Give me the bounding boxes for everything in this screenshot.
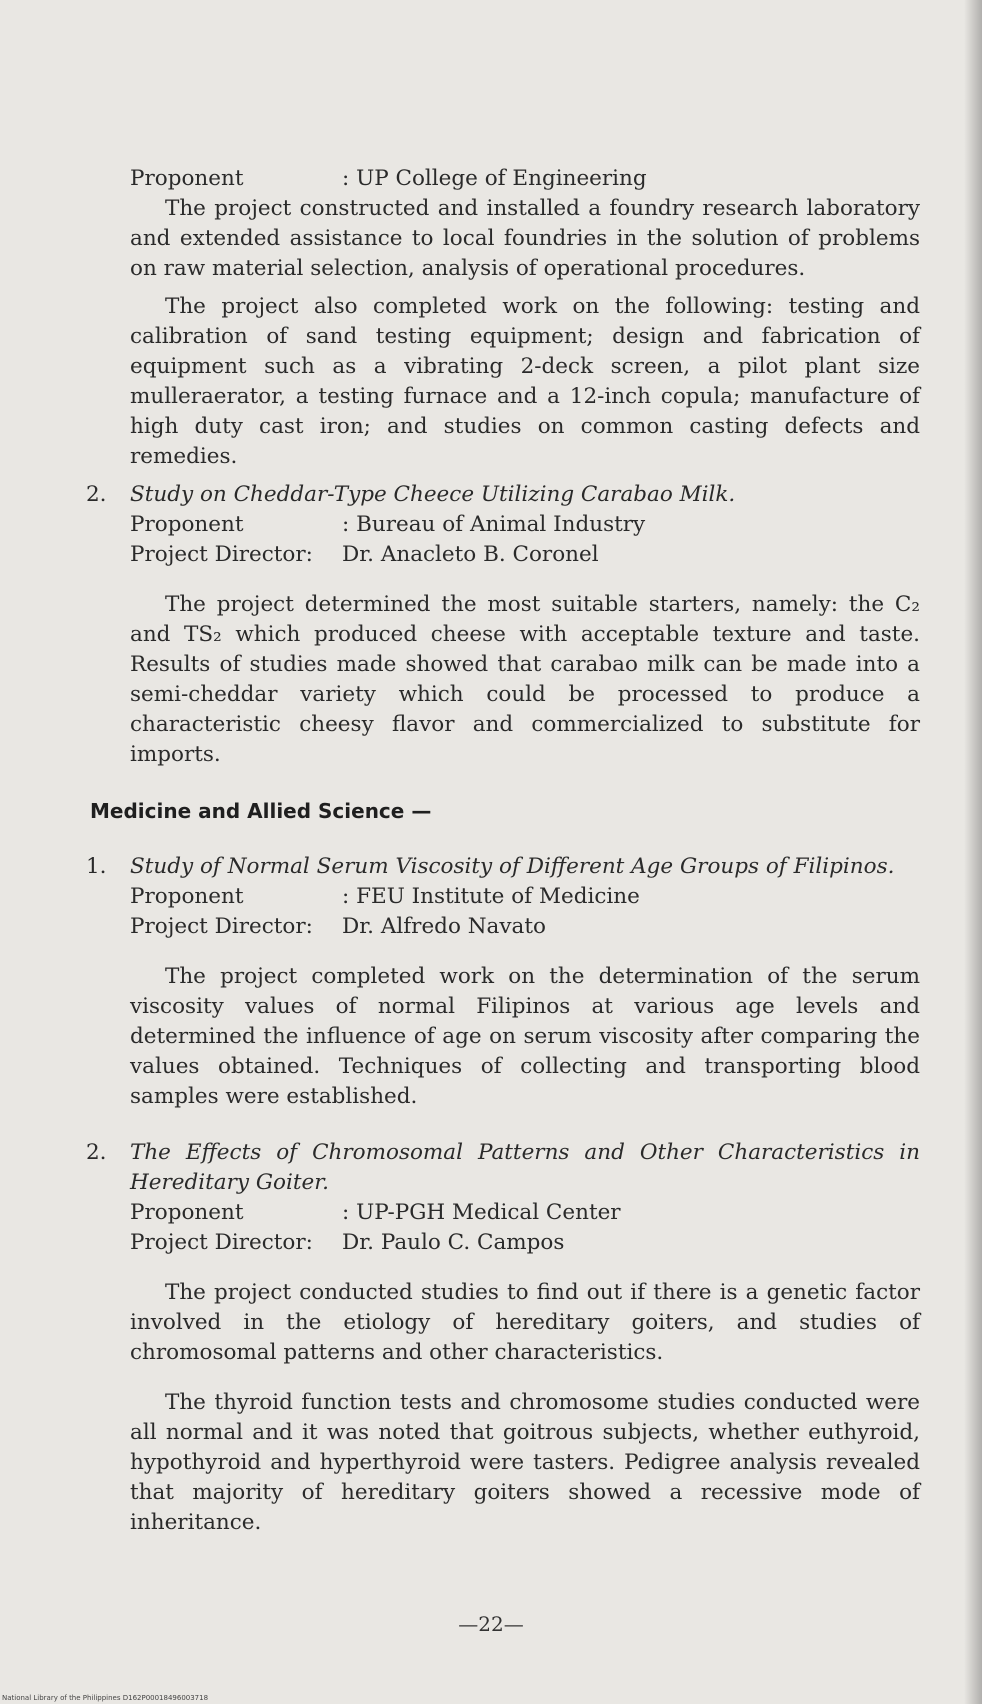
proponent-label: Proponent [130, 884, 244, 909]
proponent-label: Proponent [130, 1200, 244, 1225]
item-title: Study of Normal Serum Viscosity of Different Age Groups of Filipinos. [130, 854, 895, 879]
item-title: Study on Cheddar-Type Cheece Utilizing Carabao Milk. [130, 482, 736, 507]
section-heading: Medicine and Allied Science — [90, 799, 432, 823]
body-paragraph: The project constructed and installed a foundry research laboratory and extended assistance to local foundries in the solution of problems on raw material selection, analysis of operational procedures. [130, 196, 920, 281]
proponent-label: Proponent [130, 512, 244, 537]
item-number: 2. [86, 482, 107, 507]
body-paragraph: The thyroid function tests and chromosome studies conducted were all normal and it was noted that goitrous subjects, whether euthyroid, hypothyroid and hyperthyroid were tasters. Pedigree analysis revealed that majority of hereditary goiters showed a recessive mode of inheritance. [130, 1390, 920, 1535]
project-item-cheese [86, 480, 920, 770]
item-number: 1. [86, 854, 107, 879]
page-edge-shadow [964, 0, 982, 1704]
director-label: Project Director: [130, 542, 313, 567]
proponent-value: : Bureau of Animal Industry [342, 512, 646, 537]
director-row [130, 912, 920, 942]
proponent-value: : UP College of Engineering [342, 166, 647, 191]
document-page [86, 164, 920, 1538]
body-paragraph: The project also completed work on the following: testing and calibration of sand testing equipment; design and fabrication of equipment such as a vibrating 2-deck screen, a pilot plant size mulleraerator, a testing furnace and a 12-inch copula; manufacture of high duty cast iron; and studies on common casting defects and remedies. [130, 294, 920, 469]
proponent-row [130, 510, 920, 540]
top-item-block [130, 164, 920, 472]
body-paragraph: The project determined the most suitable starters, namely: the C₂ and TS₂ which produced cheese with acceptable texture and taste. Results of studies made showed that carabao milk can be made into a semi-cheddar variety which could be processed to produce a characteristic cheesy flavor and commercialized to substitute for imports. [130, 592, 920, 767]
project-item-goiter [86, 1138, 920, 1538]
proponent-row [130, 1198, 920, 1228]
director-label: Project Director: [130, 1230, 313, 1255]
project-item-serum [86, 852, 920, 1112]
proponent-value: : FEU Institute of Medicine [342, 884, 640, 909]
page-number: —22— [458, 1612, 524, 1636]
director-row [130, 1228, 920, 1258]
proponent-value: : UP-PGH Medical Center [342, 1200, 621, 1225]
director-value: Dr. Paulo C. Campos [342, 1230, 565, 1255]
body-paragraph: The project completed work on the determination of the serum viscosity values of normal Filipinos at various age levels and determined the influence of age on serum viscosity after comparing the values obtained. Techniques of collecting and transporting blood samples were established. [130, 964, 920, 1109]
proponent-label: Proponent [130, 166, 244, 191]
body-paragraph: The project conducted studies to find out if there is a genetic factor involved in the etiology of hereditary goiters, and studies of chromosomal patterns and other characteristics. [130, 1280, 920, 1365]
proponent-row [130, 882, 920, 912]
director-value: Dr. Alfredo Navato [342, 914, 546, 939]
director-label: Project Director: [130, 914, 313, 939]
proponent-row [130, 164, 920, 194]
director-value: Dr. Anacleto B. Coronel [342, 542, 599, 567]
footer-note: National Library of the Philippines D162P00018496003718 [2, 1694, 209, 1702]
item-title: The Effects of Chromosomal Patterns and Other Characteristics in Hereditary Goiter. [130, 1140, 920, 1195]
director-row [130, 540, 920, 570]
item-number: 2. [86, 1140, 107, 1165]
